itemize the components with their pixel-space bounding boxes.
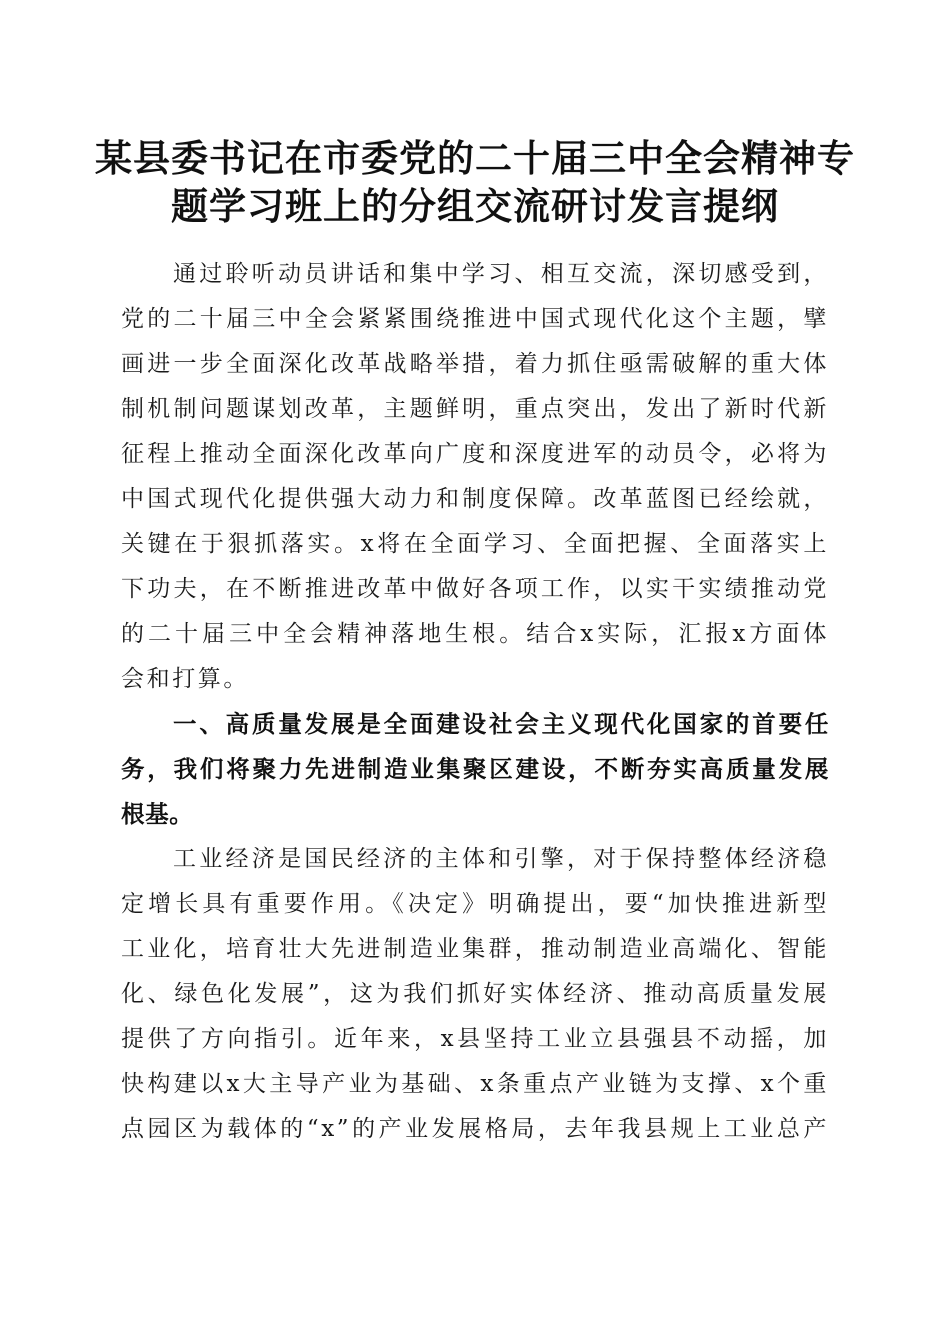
heading-line: 务，我们将聚力先进制造业集聚区建设，不断夯实高质量发展 [121,755,829,783]
text-line: 中国式现代化提供强大动力和制度保障。改革蓝图已经绘就， [121,486,829,512]
text-line: 工业化，培育壮大先进制造业集群，推动制造业高端化、智能 [121,936,829,962]
title-line-1: 某县委书记在市委党的二十届三中全会精神专 [95,136,855,180]
document-body [121,252,829,1152]
heading-line: 根基。 [121,800,194,828]
text-line: 征程上推动全面深化改革向广度和深度进军的动员令，必将为 [121,441,829,467]
text-line: 定增长具有重要作用。《决定》明确提出，要“加快推进新型 [121,891,829,917]
text-line: 通过聆听动员讲话和集中学习、相互交流，深切感受到， [173,261,829,287]
text-line: 画进一步全面深化改革战略举措，着力抓住亟需破解的重大体 [121,351,829,377]
text-line: 制机制问题谋划改革，主题鲜明，重点突出，发出了新时代新 [121,396,829,422]
section-1-paragraph [121,837,829,1152]
text-line: 的二十届三中全会精神落地生根。结合x实际，汇报x方面体 [121,621,829,647]
text-line: 点园区为载体的“x”的产业发展格局，去年我县规上工业总产 [121,1116,829,1142]
text-line: 下功夫，在不断推进改革中做好各项工作，以实干实绩推动党 [121,576,829,602]
text-line: 工业经济是国民经济的主体和引擎，对于保持整体经济稳 [173,846,829,872]
heading-line: 一、高质量发展是全面建设社会主义现代化国家的首要任 [173,710,829,738]
text-line: 提供了方向指引。近年来，x县坚持工业立县强县不动摇，加 [121,1026,829,1052]
text-line: 快构建以x大主导产业为基础、x条重点产业链为支撑、x个重 [121,1071,829,1097]
section-heading-1 [121,702,829,837]
document-title [80,134,870,230]
text-line: 会和打算。 [121,666,249,692]
intro-paragraph [121,252,829,702]
text-line: 关键在于狠抓落实。x将在全面学习、全面把握、全面落实上 [121,531,829,557]
text-line: 化、绿色化发展”，这为我们抓好实体经济、推动高质量发展 [121,981,829,1007]
text-line: 党的二十届三中全会紧紧围绕推进中国式现代化这个主题，擘 [121,306,829,332]
title-line-2: 题学习班上的分组交流研讨发言提纲 [171,184,779,228]
